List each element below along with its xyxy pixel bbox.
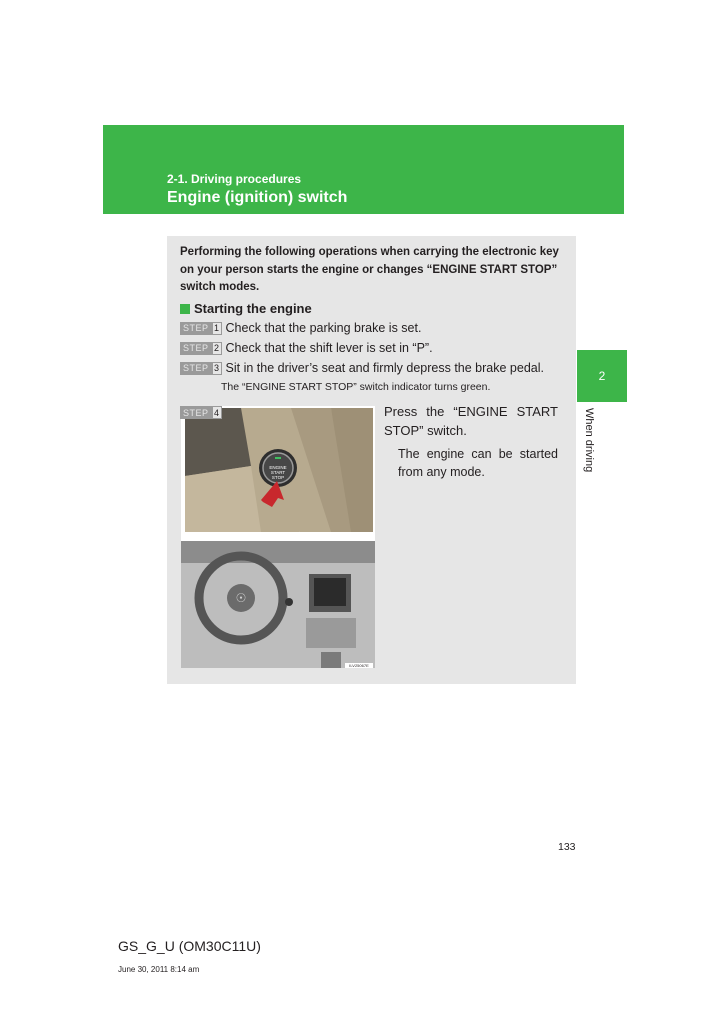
chapter-tab[interactable]	[577, 350, 627, 402]
step-badge	[180, 322, 222, 335]
step-word: STEP	[180, 362, 212, 375]
step-number: 1	[212, 322, 222, 335]
step-4-text: Press the “ENGINE START STOP” switch.	[384, 404, 558, 438]
chapter-number: 2	[598, 369, 606, 383]
figure-code: ILV25067E	[349, 663, 369, 668]
document-date: June 30, 2011 8:14 am	[118, 965, 200, 974]
document-id: GS_G_U (OM30C11U)	[118, 938, 261, 954]
button-label-engine: ENGINE	[269, 465, 287, 470]
step-word: STEP	[180, 322, 212, 335]
subheading-text: Starting the engine	[194, 301, 312, 316]
step-badge	[180, 406, 222, 419]
square-bullet-icon	[180, 304, 190, 314]
step-text: Sit in the driver’s seat and firmly depress the brake pedal.	[225, 361, 544, 375]
button-label-stop: STOP	[271, 475, 285, 480]
step-3-note: The “ENGINE START STOP” switch indicator turns green.	[221, 381, 491, 393]
step-number: 4	[212, 406, 222, 419]
step-4-badge-wrap	[180, 406, 226, 419]
intro-paragraph: Performing the following operations when carrying the electronic key on your person starts the engine or changes “ENGINE START STOP” switch modes.	[180, 246, 559, 293]
step-2	[180, 341, 433, 355]
subheading	[180, 301, 312, 316]
step-3	[180, 361, 544, 375]
step-word: STEP	[180, 342, 212, 355]
chapter-label: When driving	[583, 408, 595, 473]
step-number: 3	[212, 362, 222, 375]
step-number: 2	[212, 342, 222, 355]
engine-switch-illustration	[181, 406, 375, 668]
step-badge	[180, 362, 222, 375]
step-1	[180, 321, 421, 335]
page-number: 133	[558, 841, 576, 853]
step-text: Check that the shift lever is set in “P”.	[225, 341, 433, 355]
button-label-start: START	[270, 470, 286, 475]
step-badge	[180, 342, 222, 355]
step-text: Check that the parking brake is set.	[225, 321, 422, 335]
step-4-note: The engine can be started from any mode.	[398, 447, 558, 479]
step-word: STEP	[180, 406, 212, 419]
svg-text:☉: ☉	[235, 591, 247, 605]
page-title: Engine (ignition) switch	[167, 189, 348, 206]
section-label: 2-1. Driving procedures	[167, 172, 302, 186]
